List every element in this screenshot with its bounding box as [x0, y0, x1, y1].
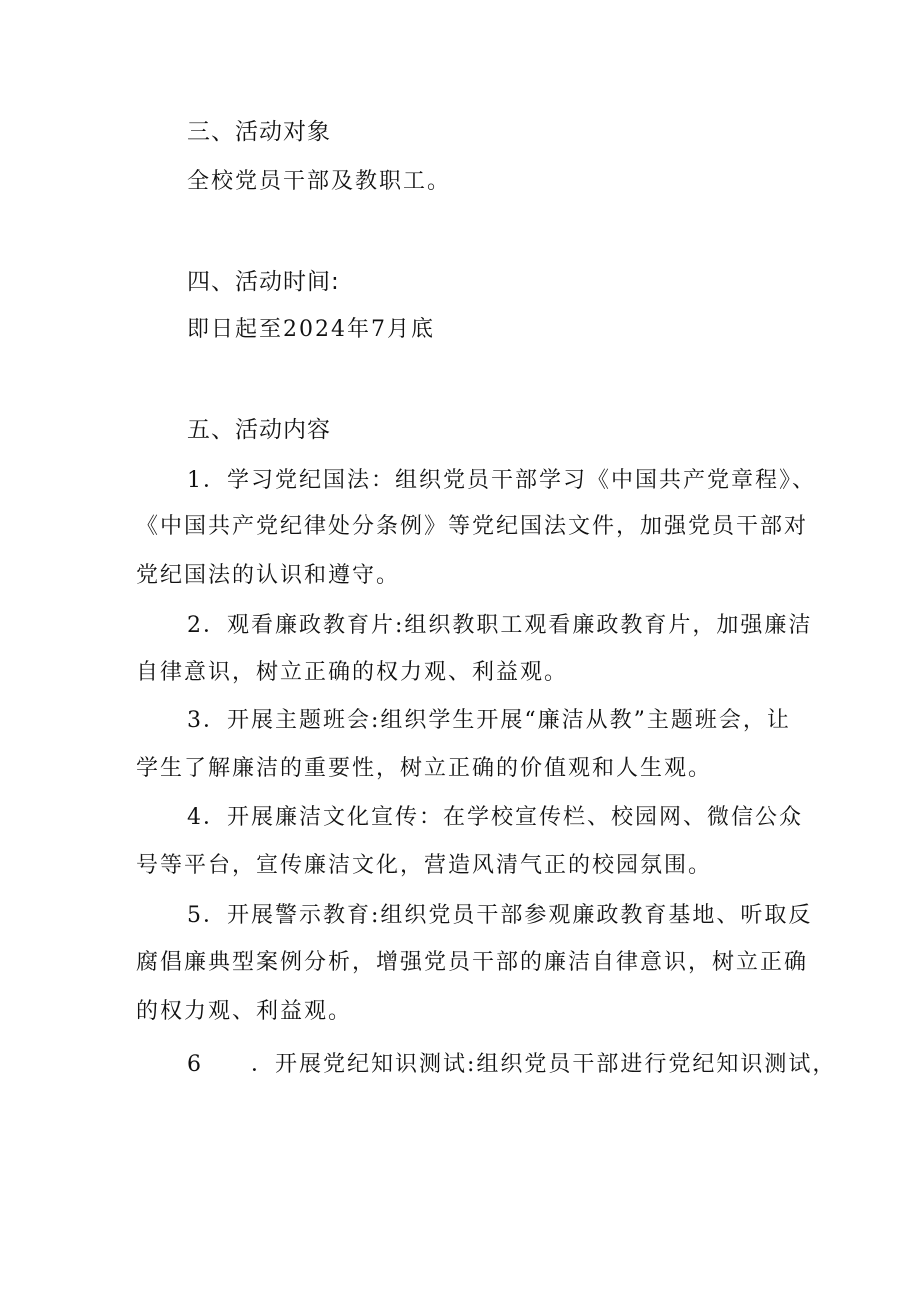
item-6-line-1: 6 ．开展党纪知识测试:组织党员干部进行党纪知识测试， — [187, 1052, 837, 1077]
activity-time-text: 即日起至2024年7月底 — [187, 317, 435, 342]
item-5-line-1: 5．开展警示教育:组织党员干部参观廉政教育基地、听取反 — [187, 903, 813, 928]
section-heading-activity-time: 四、活动时间: — [187, 269, 340, 295]
item-1-line-3: 党纪国法的认识和遵守。 — [136, 563, 401, 588]
item-3-line-2: 学生了解廉洁的重要性，树立正确的价值观和人生观。 — [136, 756, 713, 781]
item-4-line-2: 号等平台，宣传廉洁文化，营造风清气正的校园氛围。 — [136, 853, 713, 878]
item-2-line-2: 自律意识，树立正确的权力观、利益观。 — [136, 660, 569, 685]
item-3-line-1: 3．开展主题班会:组织学生开展“廉洁从教”主题班会，让 — [187, 708, 791, 733]
item-5-line-2: 腐倡廉典型案例分析，增强党员干部的廉洁自律意识，树立正确 — [136, 950, 809, 975]
item-4-line-1: 4．开展廉洁文化宣传：在学校宣传栏、校园网、微信公众 — [187, 805, 803, 830]
section-heading-activity-target: 三、活动对象 — [187, 119, 331, 145]
section-heading-activity-content: 五、活动内容 — [187, 417, 331, 443]
item-1-line-1: 1．学习党纪国法：组织党员干部学习《中国共产党章程》、 — [187, 468, 816, 493]
activity-target-text: 全校党员干部及教职工。 — [187, 169, 452, 194]
item-1-line-2: 《中国共产党纪律处分条例》等党纪国法文件，加强党员干部对 — [136, 514, 809, 539]
item-5-line-3: 的权力观、利益观。 — [136, 999, 353, 1024]
item-2-line-1: 2．观看廉政教育片:组织教职工观看廉政教育片，加强廉洁 — [187, 613, 813, 638]
